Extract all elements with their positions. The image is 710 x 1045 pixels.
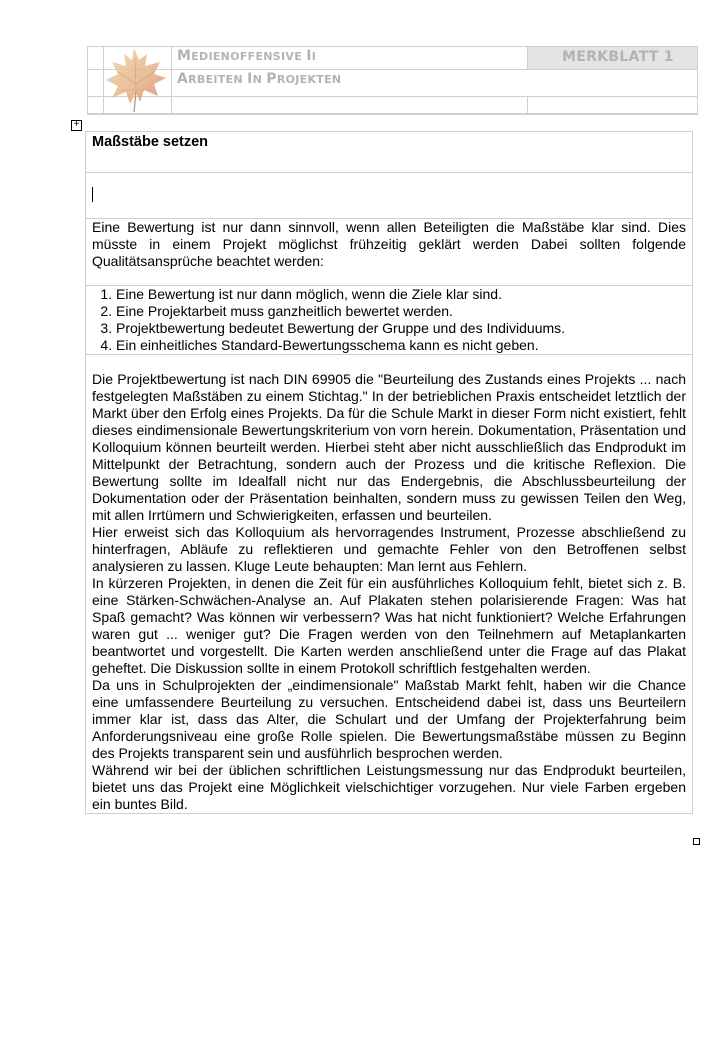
- header-rule-bottom: [87, 113, 698, 115]
- header-col-left: [87, 46, 88, 114]
- header-title-2: ARBEITEN IN PROJEKTEN: [177, 71, 342, 87]
- criteria-list: [92, 286, 686, 354]
- header-col-b: [171, 46, 172, 114]
- content-table: [85, 131, 693, 814]
- list-item: 4. Ein einheitliches Standard-Bewertungsschema kann es nicht geben.: [116, 337, 686, 354]
- paragraph: Da uns in Schulprojekten der „eindimensionale" Maßstab Markt fehlt, haben wir die Chance eine umfassendere Beurteilung zu versuchen. Entscheidend dabei ist, dass uns Beurteilern immer klar ist, dass das Alter, die Schulart und der Umfang der Projekterfahrung beim Anforderungsniveau eine große Rolle spielen. Die Bewertungsmaßstäbe müssen zu Beginn des Projekts transparent sein und ausführlich besprochen werden.: [92, 677, 686, 761]
- paragraph: Während wir bei der üblichen schriftlichen Leistungsmessung nur das Endprodukt beurteilen, bietet uns das Projekt eine Möglichkeit vielschichtiger vorzugehen. Nur viele Farben ergeben ein buntes Bild.: [92, 762, 686, 812]
- header-col-right: [697, 46, 698, 114]
- header-rule-low: [87, 96, 698, 97]
- text-cursor: [92, 187, 93, 202]
- sheet-label: MERKBLATT 1: [562, 49, 674, 65]
- header-title-1: MEDIENOFFENSIVE II: [177, 48, 317, 64]
- header-col-d: [527, 96, 528, 114]
- table-resize-handle[interactable]: [693, 838, 700, 845]
- maple-leaf-logo: [104, 44, 170, 114]
- body-text-cell: [86, 355, 693, 814]
- heading: Maßstäbe setzen: [86, 132, 693, 173]
- table-move-handle-icon[interactable]: +: [71, 120, 82, 131]
- list-item: 2. Eine Projektarbeit muss ganzheitlich bewertet werden.: [116, 303, 686, 320]
- paragraph: In kürzeren Projekten, in denen die Zeit für ein ausführliches Kolloquium fehlt, bietet sich z. B. eine Stärken-Schwächen-Analyse an. Auf Plakaten stehen polarisierende Fragen: Was hat Spaß gemacht? Was können wir verbessern? Was hat nicht funktioniert? Welche Erfahrungen waren gut ... weniger gut? Die Fragen werden von den Teilnehmern auf Metaplankarten beantwortet und vorgestellt. Die Karten werden anschließend unter die Frage auf das Plakat geheftet. Die Diskussion sollte in einem Protokoll schriftlich festgehalten werden.: [92, 575, 686, 676]
- criteria-list-cell: [86, 286, 693, 355]
- header-rule-mid: [87, 69, 698, 70]
- paragraph: Hier erweist sich das Kolloquium als hervorragendes Instrument, Prozesse abschließend zu hinterfragen, Abläufe zu reflektieren und gemachte Fehler von den Betroffenen selbst analysieren zu lassen. Kluge Leute behaupten: Man lernt aus Fehlern.: [92, 524, 686, 574]
- list-item: 1. Eine Bewertung ist nur dann möglich, wenn die Ziele klar sind.: [116, 286, 686, 303]
- editable-cell[interactable]: [86, 173, 693, 219]
- intro-text: Eine Bewertung ist nur dann sinnvoll, wenn allen Beteiligten die Maßstäbe klar sind. Dies müsste in einem Projekt möglichst frühzeitig geklärt werden Dabei sollten folgende Qualitätsansprüche beachtet werden:: [86, 219, 693, 286]
- paragraph: Die Projektbewertung ist nach DIN 69905 die "Beurteilung des Zustands eines Projekts ... nach festgelegten Maßstäben zu einem Stichtag." In der betrieblichen Praxis entscheidet letztlich der Markt über den Erfolg eines Projekts. Da für die Schule Markt in dieser Form nicht existiert, fehlt dieses eindimensionale Bewertungskriterium von vorn herein. Dokumentation, Präsentation und Kolloquium können beurteilt werden. Hierbei steht aber nicht ausschließlich das Endprodukt im Mittelpunkt der Betrachtung, sondern auch der Prozess und die kritische Reflexion. Die Bewertung sollte im Idealfall nicht nur das Endergebnis, die Abschlussbeurteilung der Dokumentation oder der Präsentation beinhalten, sondern muss zu gewissen Teilen den Weg, mit allen Irrtümern und Schwierigkeiten, erfassen und beurteilen.: [92, 371, 686, 523]
- list-item: 3. Projektbewertung bedeutet Bewertung der Gruppe und des Individuums.: [116, 320, 686, 337]
